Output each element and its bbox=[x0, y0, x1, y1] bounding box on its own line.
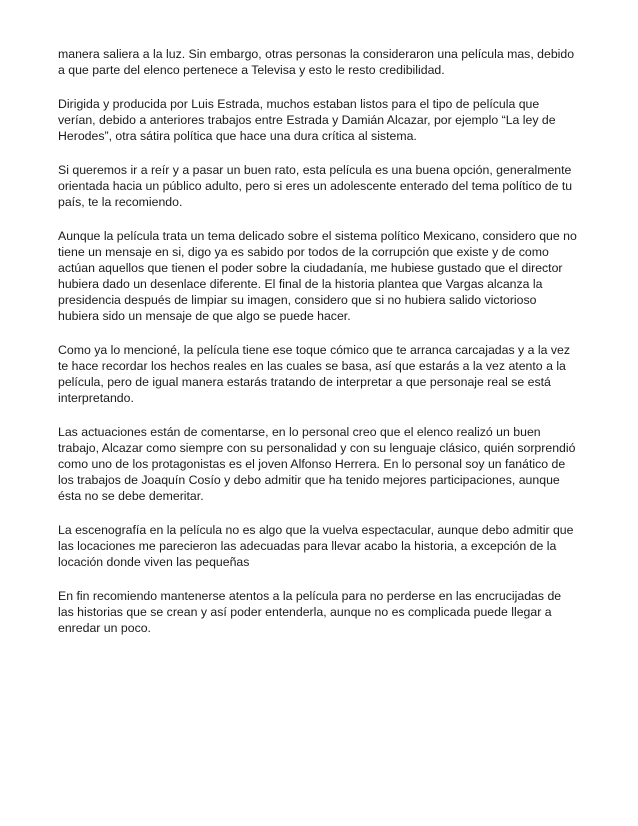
paragraph-1: manera saliera a la luz. Sin embargo, otras personas la consideraron una película mas, debido a que parte del elenco pertenece a Televisa y esto le resto credibilidad. bbox=[58, 47, 575, 77]
paragraph-2: Dirigida y producida por Luis Estrada, muchos estaban listos para el tipo de película que verían, debido a anteriores trabajos entre Estrada y Damián Alcazar, por ejemplo “La ley de Herodes”, otra sátira política que hace una dura crítica al sistema. bbox=[58, 97, 556, 143]
paragraph-3: Si queremos ir a reír y a pasar un buen rato, esta película es una buena opción, generalmente orientada hacia un público adulto, pero si eres un adolescente enterado del tema político de tu país, te la recomiendo. bbox=[58, 163, 573, 209]
paragraph-5: Como ya lo mencioné, la película tiene ese toque cómico que te arranca carcajadas y a la vez te hace recordar los hechos reales en las cuales se basa, así que estarás a la vez atento a la película, pero de igual manera estarás tratando de interpretar a que personaje real se está interpretando. bbox=[58, 343, 570, 405]
paragraph-8: En fin recomiendo mantenerse atentos a la película para no perderse en las encrucijadas de las historias que se crean y así poder entenderla, aunque no es complicada puede llegar a enredar un poco. bbox=[58, 589, 562, 635]
paragraph-7: La escenografía en la película no es algo que la vuelva espectacular, aunque debo admitir que las locaciones me parecieron las adecuadas para llevar acabo la historia, a excepción de la locación donde viven las pequeñas bbox=[58, 523, 574, 569]
document-page bbox=[58, 46, 580, 654]
paragraph-4: Aunque la película trata un tema delicado sobre el sistema político Mexicano, considero que no tiene un mensaje en si, digo ya es sabido por todos de la corrupción que existe y de como actúan aquellos que tienen el poder sobre la ciudadanía, me hubiese gustado que el director hubiera dado un desenlace diferente. El final de la historia plantea que Vargas alcanza la presidencia después de limpiar su imagen, considero que si no hubiera salido victorioso hubiera sido un mensaje de que algo se puede hacer. bbox=[58, 229, 577, 323]
paragraph-6: Las actuaciones están de comentarse, en lo personal creo que el elenco realizó un buen trabajo, Alcazar como siempre con su personalidad y con su lenguaje clásico, quién sorprendió como uno de los protagonistas es el joven Alfonso Herrera. En lo personal soy un fanático de los trabajos de Joaquín Cosío y debo admitir que ha tenido mejores participaciones, aunque ésta no se debe demeritar. bbox=[58, 425, 576, 503]
